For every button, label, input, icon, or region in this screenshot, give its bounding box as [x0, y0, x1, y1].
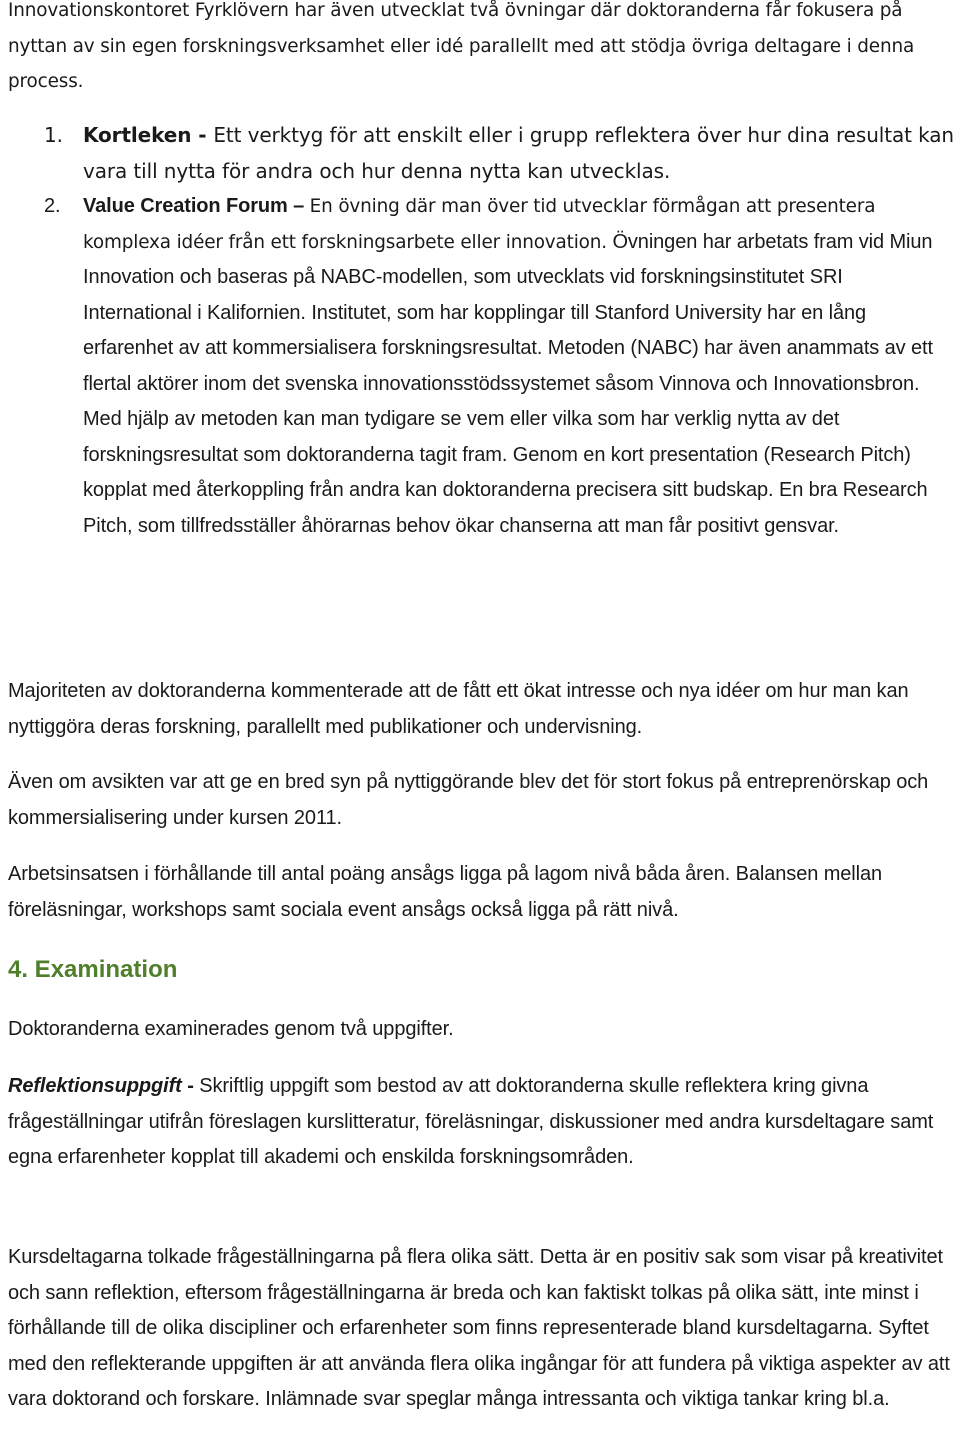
reflection-title: Reflektionsuppgift — [8, 1075, 182, 1097]
list-number: 1. — [44, 123, 63, 147]
exercise-separator: - — [191, 123, 214, 147]
reflection-description: Skriftlig uppgift som bestod av att doktoranderna skulle reflektera kring givna frågeställningar utifrån föreslagen kurslitteratur, föreläsningar, diskussioner med andra kursdeltagare samt egna erfarenheter kopplat till akademi och enskilda forskningsområden. — [8, 1075, 934, 1168]
exercise-separator: – — [287, 195, 310, 217]
exercise-description-part-b: Övningen har arbetats fram vid Miun Innovation och baseras på NABC-modellen, som utvecklats vid forskningsinstitutet SRI International i Kalifornien. Institutet, som har kopplingar till Stanford University har en lång erfarenhet av att kommersialisera forskningsresultat. Metoden (NABC) har även anammats av ett flertal aktörer inom det svenska innovationsstödssystemet såsom Vinnova och Innovationsbron. Med hjälp av metoden kan man tydigare se vem eller vilka som har verklig nytta av det forskningsresultat som doktoranderna tagit fram. Genom en kort presentation (Research Pitch) kopplat med återkoppling från andra kan doktoranderna precisera sitt budskap. En bra Research Pitch, som tillfredsställer åhörarnas behov ökar chanserna att man får positivt gensvar. — [83, 230, 933, 537]
list-number: 2. — [44, 195, 61, 217]
intro-paragraph: Innovationskontoret Fyrklövern har även utvecklat två övningar där doktoranderna får fokusera på nyttan av sin egen forskningsverksamhet eller idé parallellt med att stödja övriga deltagare i denna process. — [8, 0, 915, 92]
list-item-value-creation-forum — [44, 189, 956, 544]
paragraph-workload: Arbetsinsatsen i förhållande till antal poäng ansågs ligga på lagom nivå båda åren. Balansen mellan föreläsningar, workshops samt sociala event ansågs också ligga på rätt nivå. — [8, 863, 883, 921]
paragraph-examination-intro: Doktoranderna examinerades genom två uppgifter. — [8, 1018, 454, 1040]
exercise-description: Ett verktyg för att enskilt eller i grupp reflektera över hur dina resultat kan vara till nytta för andra och hur denna nytta kan utvecklas. — [83, 123, 954, 183]
reflection-separator: - — [181, 1075, 200, 1097]
exercise-list — [44, 118, 956, 544]
exercise-title: Kortleken — [83, 123, 192, 147]
exercise-description-part-a: En övning där man över tid utvecklar förmågan att presentera komplexa idéer från ett forskningsarbete eller innovation. — [83, 196, 876, 253]
exercise-title: Value Creation Forum — [83, 195, 288, 217]
paragraph-majority: Majoriteten av doktoranderna kommenterade att de fått ett ökat intresse och nya idéer om hur man kan nyttiggöra deras forskning, parallellt med publikationer och undervisning. — [8, 680, 909, 738]
list-item-kortleken — [44, 118, 956, 189]
paragraph-interpretation: Kursdeltagarna tolkade frågeställningarna på flera olika sätt. Detta är en positiv sak som visar på kreativitet och sann reflektion, eftersom frågeställningarna är breda och kan faktiskt tolkas på olika sätt, inte minst i förhållande till de olika discipliner och erfarenheter som finns representerade bland kursdeltagarna. Syftet med den reflekterande uppgiften är att använda flera olika ingångar för att fundera på viktiga aspekter av att vara doktorand och forskare. Inlämnade svar speglar många intressanta och viktiga tankar kring bl.a. — [8, 1246, 950, 1410]
paragraph-focus: Även om avsikten var att ge en bred syn på nyttiggörande blev det för stort fokus på entreprenörskap och kommersialisering under kursen 2011. — [8, 771, 929, 829]
section-heading: 4. Examination — [8, 956, 178, 983]
paragraph-reflection — [8, 1069, 956, 1176]
